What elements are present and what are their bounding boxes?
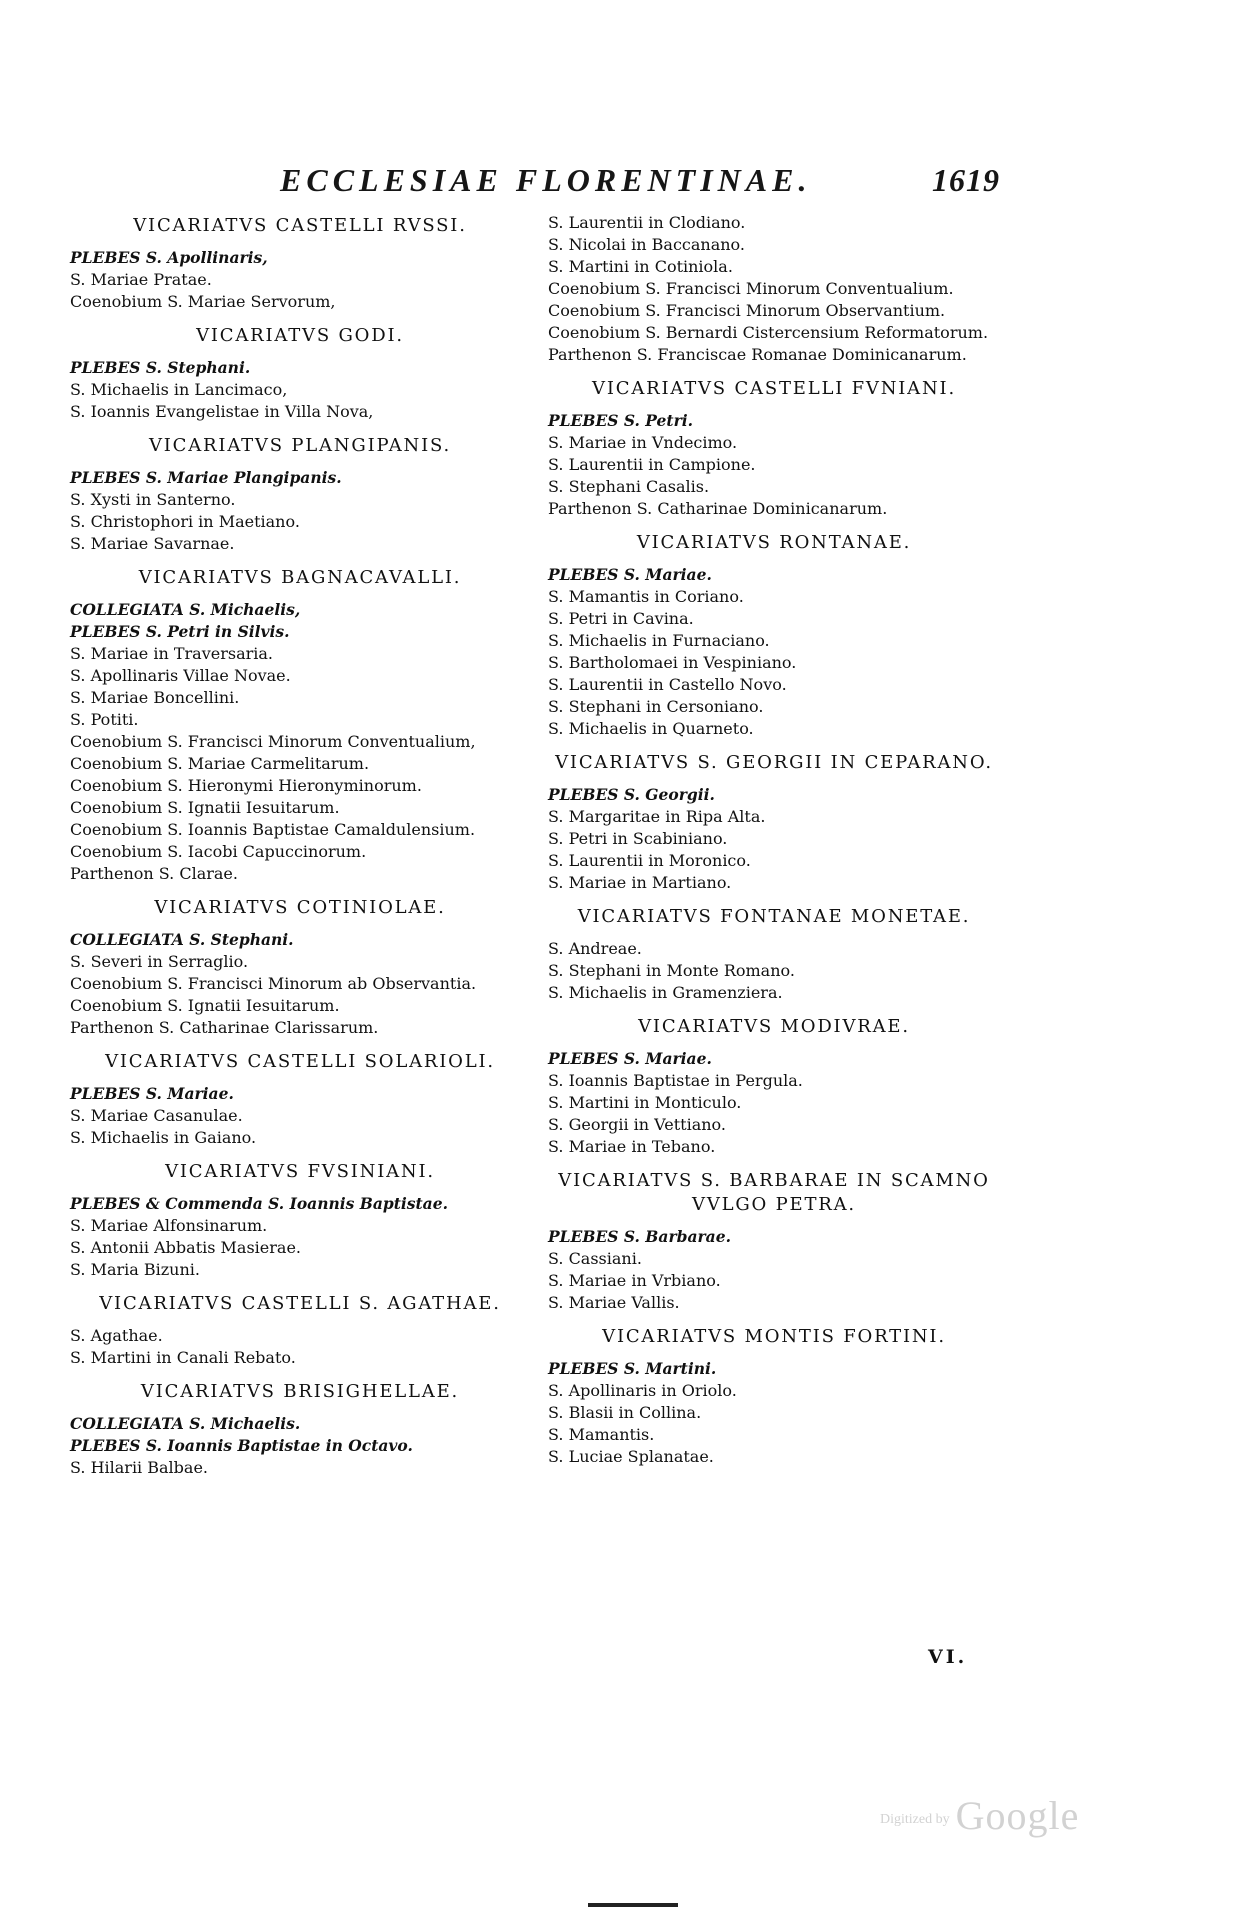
entry-line: S. Cassiani. <box>548 1249 642 1268</box>
entry-line: S. Mariae Pratae. <box>70 270 212 289</box>
plebes-line: PLEBES & Commenda S. Ioannis Baptistae. <box>70 1194 448 1213</box>
vicariate-heading: VICARIATVS BRISIGHELLAE. <box>140 1381 460 1402</box>
entry-line: S. Mariae Boncellini. <box>70 688 240 707</box>
entry-line: S. Mariae Alfonsinarum. <box>70 1216 268 1235</box>
entry-line: Parthenon S. Franciscae Romanae Dominicanarum. <box>548 345 967 364</box>
plebes-line: PLEBES S. Mariae. <box>70 1084 234 1103</box>
signature-mark: VI. <box>928 1646 968 1668</box>
plebes-line: PLEBES S. Petri. <box>548 411 694 430</box>
vicariate-heading: VICARIATVS CASTELLI S. AGATHAE. <box>99 1293 501 1314</box>
entry-line: Parthenon S. Catharinae Clarissarum. <box>70 1018 379 1037</box>
entry-line: S. Stephani in Cersoniano. <box>548 697 764 716</box>
entry-line: S. Mamantis in Coriano. <box>548 587 744 606</box>
entry-line: Coenobium S. Hieronymi Hieronyminorum. <box>70 776 422 795</box>
entry-line: S. Xysti in Santerno. <box>70 490 236 509</box>
left-column <box>70 214 530 1479</box>
entry-line: S. Mariae in Vndecimo. <box>548 433 738 452</box>
entry-line: Coenobium S. Ignatii Iesuitarum. <box>70 798 340 817</box>
entry-line: S. Mariae Vallis. <box>548 1293 680 1312</box>
vicariate-heading: VICARIATVS RONTANAE. <box>636 532 912 553</box>
vicariate-heading: VICARIATVS CASTELLI RVSSI. <box>133 215 467 236</box>
plebes-line: PLEBES S. Barbarae. <box>548 1227 731 1246</box>
vicariate-heading: VICARIATVS FONTANAE MONETAE. <box>577 906 971 927</box>
vicariate-heading: VICARIATVS S. GEORGII IN CEPARANO. <box>555 752 993 773</box>
entry-line: Coenobium S. Ignatii Iesuitarum. <box>70 996 340 1015</box>
entry-line: Coenobium S. Bernardi Cistercensium Reformatorum. <box>548 323 989 342</box>
page-number: 1619 <box>932 162 1000 198</box>
entry-line: Parthenon S. Catharinae Dominicanarum. <box>548 499 888 518</box>
plebes-line: PLEBES S. Petri in Silvis. <box>70 622 290 641</box>
entry-line: S. Margaritae in Ripa Alta. <box>548 807 766 826</box>
entry-line: S. Petri in Cavina. <box>548 609 694 628</box>
plebes-line: PLEBES S. Apollinaris, <box>70 248 268 267</box>
entry-line: S. Ioannis Baptistae in Pergula. <box>548 1071 803 1090</box>
plebes-line: PLEBES S. Georgii. <box>548 785 715 804</box>
vicariate-heading: VICARIATVS PLANGIPANIS. <box>148 435 452 456</box>
entry-line: S. Martini in Cotiniola. <box>548 257 733 276</box>
plebes-line: COLLEGIATA S. Stephani. <box>70 930 294 949</box>
entry-line: S. Nicolai in Baccanano. <box>548 235 745 254</box>
plebes-line: PLEBES S. Mariae Plangipanis. <box>70 468 342 487</box>
entry-line: S. Mamantis. <box>548 1425 655 1444</box>
entry-line: S. Hilarii Balbae. <box>70 1458 209 1477</box>
vicariate-heading: VICARIATVS BAGNACAVALLI. <box>138 567 462 588</box>
entry-line: Coenobium S. Ioannis Baptistae Camaldulensium. <box>70 820 476 839</box>
vicariate-heading: VICARIATVS COTINIOLAE. <box>154 897 446 918</box>
entry-line: S. Mariae in Vrbiano. <box>548 1271 721 1290</box>
entry-line: Coenobium S. Mariae Servorum, <box>70 292 336 311</box>
vicariate-heading: VICARIATVS FVSINIANI. <box>165 1161 435 1182</box>
plebes-line: PLEBES S. Mariae. <box>548 1049 712 1068</box>
plebes-line: PLEBES S. Mariae. <box>548 565 712 584</box>
entry-line: Coenobium S. Francisci Minorum Conventualium, <box>70 732 476 751</box>
plebes-line: COLLEGIATA S. Michaelis. <box>70 1414 301 1433</box>
entry-line: S. Blasii in Collina. <box>548 1403 702 1422</box>
entry-line: S. Apollinaris Villae Novae. <box>70 666 291 685</box>
entry-line: S. Maria Bizuni. <box>70 1260 200 1279</box>
entry-line: S. Michaelis in Quarneto. <box>548 719 754 738</box>
entry-line: S. Potiti. <box>70 710 139 729</box>
entry-line: S. Michaelis in Gramenziera. <box>548 983 783 1002</box>
bottom-rule <box>588 1903 678 1907</box>
vicariate-heading: VICARIATVS MODIVRAE. <box>638 1016 910 1037</box>
watermark-brand: Google <box>955 1793 1080 1838</box>
header-title: ECCLESIAE FLORENTINAE. <box>280 162 812 198</box>
entry-line: S. Bartholomaei in Vespiniano. <box>548 653 797 672</box>
entry-line: Coenobium S. Francisci Minorum Conventualium. <box>548 279 954 298</box>
entry-line: Coenobium S. Francisci Minorum ab Observantia. <box>70 974 477 993</box>
entry-line: S. Stephani Casalis. <box>548 477 710 496</box>
entry-line: S. Agathae. <box>70 1326 163 1345</box>
plebes-line: PLEBES S. Stephani. <box>70 358 251 377</box>
entry-line: S. Stephani in Monte Romano. <box>548 961 795 980</box>
plebes-line: PLEBES S. Ioannis Baptistae in Octavo. <box>70 1436 413 1455</box>
entry-line: S. Petri in Scabiniano. <box>548 829 728 848</box>
digitized-watermark <box>880 1792 1079 1839</box>
entry-line: S. Laurentii in Castello Novo. <box>548 675 787 694</box>
entry-line: S. Mariae Casanulae. <box>70 1106 243 1125</box>
entry-line: S. Georgii in Vettiano. <box>548 1115 726 1134</box>
vicariate-heading: VICARIATVS GODI. <box>196 325 404 346</box>
entry-line: S. Antonii Abbatis Masierae. <box>70 1238 301 1257</box>
vicariate-heading: VICARIATVS CASTELLI SOLARIOLI. <box>105 1051 495 1072</box>
entry-line: S. Michaelis in Lancimaco, <box>70 380 288 399</box>
entry-line: S. Mariae Savarnae. <box>70 534 235 553</box>
plebes-line: COLLEGIATA S. Michaelis, <box>70 600 301 619</box>
entry-line: Parthenon S. Clarae. <box>70 864 238 883</box>
entry-line: Coenobium S. Francisci Minorum Observantium. <box>548 301 946 320</box>
vicariate-heading: VICARIATVS CASTELLI FVNIANI. <box>592 378 956 399</box>
watermark-prefix: Digitized by <box>880 1812 950 1827</box>
entry-line: S. Apollinaris in Oriolo. <box>548 1381 737 1400</box>
entry-line: S. Martini in Monticulo. <box>548 1093 742 1112</box>
entry-line: S. Mariae in Tebano. <box>548 1137 716 1156</box>
entry-line: Coenobium S. Mariae Carmelitarum. <box>70 754 370 773</box>
right-column <box>548 212 1000 1468</box>
vicariate-heading: VICARIATVS MONTIS FORTINI. <box>602 1326 946 1347</box>
vicariate-heading: VICARIATVS S. BARBARAE IN SCAMNO VVLGO PETRA. <box>558 1170 990 1215</box>
entry-line: S. Mariae in Traversaria. <box>70 644 274 663</box>
entry-line: Coenobium S. Iacobi Capuccinorum. <box>70 842 367 861</box>
entry-line: S. Mariae in Martiano. <box>548 873 732 892</box>
plebes-line: PLEBES S. Martini. <box>548 1359 717 1378</box>
entry-line: S. Andreae. <box>548 939 642 958</box>
running-header <box>280 162 1000 206</box>
entry-line: S. Martini in Canali Rebato. <box>70 1348 296 1367</box>
entry-line: S. Laurentii in Moronico. <box>548 851 751 870</box>
entry-line: S. Luciae Splanatae. <box>548 1447 714 1466</box>
entry-line: S. Ioannis Evangelistae in Villa Nova, <box>70 402 374 421</box>
entry-line: S. Christophori in Maetiano. <box>70 512 300 531</box>
entry-line: S. Michaelis in Gaiano. <box>70 1128 257 1147</box>
entry-line: S. Laurentii in Campione. <box>548 455 756 474</box>
entry-line: S. Severi in Serraglio. <box>70 952 249 971</box>
entry-line: S. Michaelis in Furnaciano. <box>548 631 770 650</box>
entry-line: S. Laurentii in Clodiano. <box>548 213 746 232</box>
